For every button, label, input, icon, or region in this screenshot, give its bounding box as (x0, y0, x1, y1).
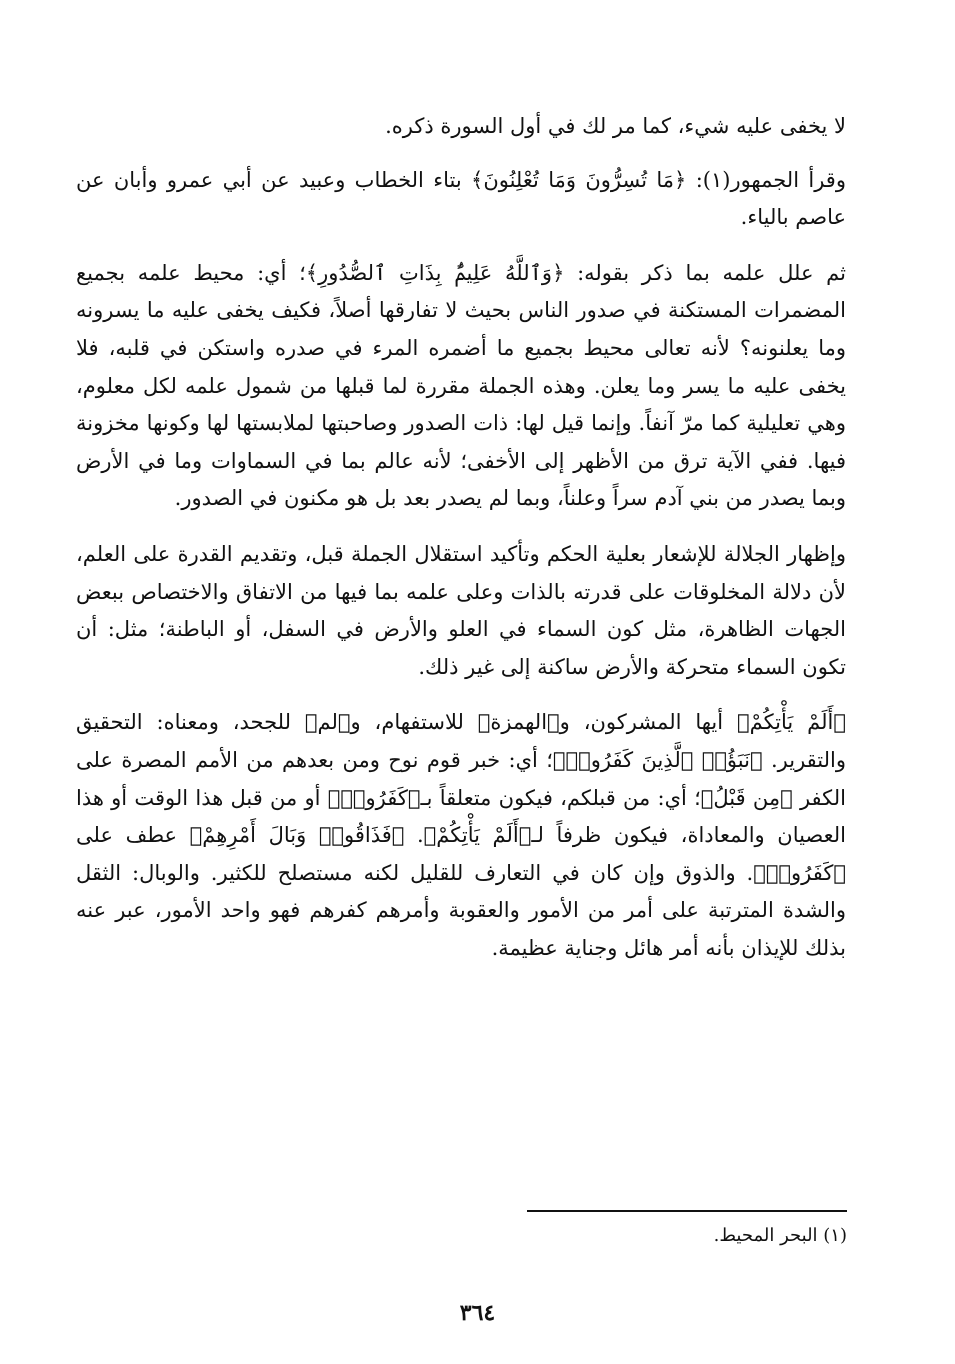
page-number: ٣٦٤ (459, 1300, 496, 1326)
paragraph-1: لا يخفى عليه شيء، كما مر لك في أول السورة ذكره. (385, 114, 846, 138)
paragraph-3: ثم علل علمه بما ذكر بقوله: ﴿وَٱللَّهُ عَلِيمٌۢ بِذَاتِ ٱلصُّدُورِ﴾؛ أي: محيط علمه بجميع المضمرات المستكنة في صدور الناس بحيث لا تفارقها أصلاً، فكيف يخفى عليه ما يسرونه وما يعلنونه؟ لأنه تعالى محيط بجميع ما أضمره المرء في صدره واستكن في قلبه، فلا يخفى عليه ما يسر وما يعلن. وهذه الجملة مقررة لما قبلها من شمول علمه لكل معلوم، وهي تعليلية كما مرّ آنفاً. وإنما قيل لها: ذات الصدور وصاحبتها لملابستها لها وكونها مخزونة فيها. ففي الآية ترق من الأظهر إلى الأخفى؛ لأنه عالم بما في السماوات وما في الأرض وبما يصدر من بني آدم سراً وعلناً، وبما لم يصدر بعد بل هو مكنون في الصدور. (76, 260, 846, 511)
paragraph-2: وقرأ الجمهور(١): ﴿مَا تُسِرُّونَ وَمَا تُعْلِنُونَ﴾ بتاء الخطاب وعبيد عن أبي عمرو وأبان عن عاصم بالياء. (76, 167, 846, 230)
footnote-divider (527, 1210, 847, 1212)
paragraph-5: ﴿أَلَمْ يَأْتِكُمْ﴾ أيها المشركون، و﴿الهمزة﴾ للاستفهام، و﴿لم﴾ للجحد، ومعناه: التحقيق والتقرير. ﴿نَبَؤُا۟ ٱلَّذِينَ كَفَرُوا۟﴾؛ أي: خبر قوم نوح ومن بعدهم من الأمم المصرة على الكفر ﴿مِن قَبْلُ﴾؛ أي: من قبلكم، فيكون متعلقاً بـ﴿كَفَرُوا۟﴾ أو من قبل هذا الوقت أو هذا العصيان والمعاداة، فيكون ظرفاً لـ﴿أَلَمْ يَأْتِكُمْ﴾. ﴿فَذَاقُوا۟ وَبَالَ أَمْرِهِمْ﴾ عطف على ﴿كَفَرُوا۟﴾. والذوق وإن كان في التعارف للقليل لكنه مستصلح للكثير. والوبال: الثقل والشدة المترتبة على أمر من الأمور والعقوبة وأمرهم كفرهم فهو واحد الأمور، عبر عنه بذلك للإيذان بأنه أمر هائل وجناية عظيمة. (76, 710, 847, 960)
page-body (76, 108, 846, 967)
footnote: (١) البحر المحيط. (713, 1225, 847, 1246)
paragraph-4: وإظهار الجلالة للإشعار بعلية الحكم وتأكيد استقلال الجملة قبل، وتقديم القدرة على العلم، لأن دلالة المخلوقات على قدرته بالذات وعلى علمه بما فيها من الاتفاق والاختصاص ببعض الجهات الظاهرة، مثل كون السماء في العلو والأرض في السفل، أو الباطنة؛ مثل: أن تكون السماء متحركة والأرض ساكنة إلى غير ذلك. (76, 541, 846, 679)
